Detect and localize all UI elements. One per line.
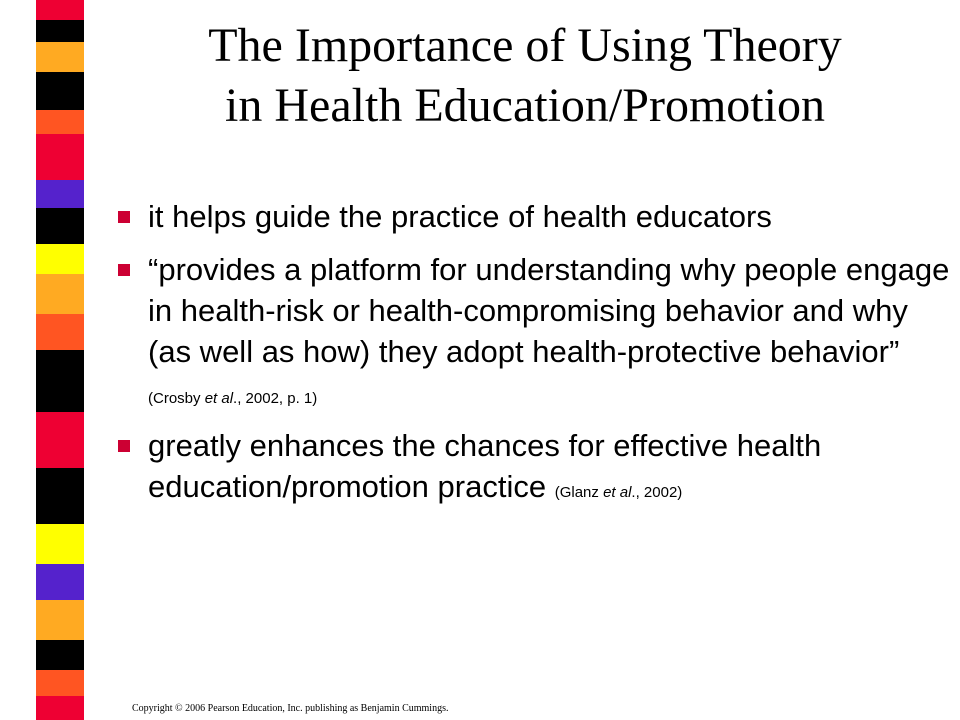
citation-post: ., 2002) bbox=[631, 484, 683, 501]
title-line-2: in Health Education/Promotion bbox=[225, 79, 825, 132]
stripe-segment bbox=[36, 180, 84, 208]
stripe-segment bbox=[36, 20, 84, 42]
stripe-segment bbox=[36, 274, 84, 314]
stripe-segment bbox=[36, 696, 84, 720]
stripe-segment bbox=[36, 670, 84, 696]
stripe-segment bbox=[36, 134, 84, 180]
square-bullet-icon bbox=[118, 264, 130, 276]
citation-em: et al bbox=[603, 484, 632, 501]
bullet-list bbox=[118, 196, 958, 519]
slide-title bbox=[100, 16, 950, 136]
citation-em: et al bbox=[204, 390, 234, 407]
citation bbox=[148, 390, 317, 407]
bullet-item bbox=[118, 425, 958, 507]
stripe-segment bbox=[36, 314, 84, 350]
bullet-item bbox=[118, 196, 958, 237]
stripe-segment bbox=[36, 208, 84, 244]
square-bullet-icon bbox=[118, 211, 130, 223]
stripe-segment bbox=[36, 412, 84, 468]
stripe-segment bbox=[36, 110, 84, 134]
stripe-segment bbox=[36, 0, 84, 20]
stripe-segment bbox=[36, 42, 84, 72]
square-bullet-icon bbox=[118, 440, 130, 452]
stripe-segment bbox=[36, 564, 84, 600]
stripe-segment bbox=[36, 640, 84, 670]
bullet-text: it helps guide the practice of health educators bbox=[148, 199, 772, 234]
stripe-segment bbox=[36, 468, 84, 524]
decorative-stripe-bar bbox=[36, 0, 84, 720]
bullet-text: “provides a platform for understanding why people engage in health-risk or health-compromising behavior and why (as well as how) they adopt health-protective behavior” bbox=[148, 252, 950, 369]
citation-pre: (Glanz bbox=[554, 484, 604, 501]
stripe-segment bbox=[36, 524, 84, 564]
citation bbox=[555, 484, 683, 501]
citation-pre: (Crosby bbox=[148, 390, 205, 407]
copyright-footer: Copyright © 2006 Pearson Education, Inc. publishing as Benjamin Cummings. bbox=[132, 703, 449, 714]
bullet-item bbox=[118, 249, 958, 413]
stripe-segment bbox=[36, 244, 84, 274]
stripe-segment bbox=[36, 350, 84, 412]
stripe-segment bbox=[36, 600, 84, 640]
citation-post: ., 2002, p. 1) bbox=[233, 390, 318, 407]
bullet-text: greatly enhances the chances for effective health education/promotion practice bbox=[148, 428, 822, 504]
stripe-segment bbox=[36, 72, 84, 110]
title-line-1: The Importance of Using Theory bbox=[208, 19, 842, 72]
